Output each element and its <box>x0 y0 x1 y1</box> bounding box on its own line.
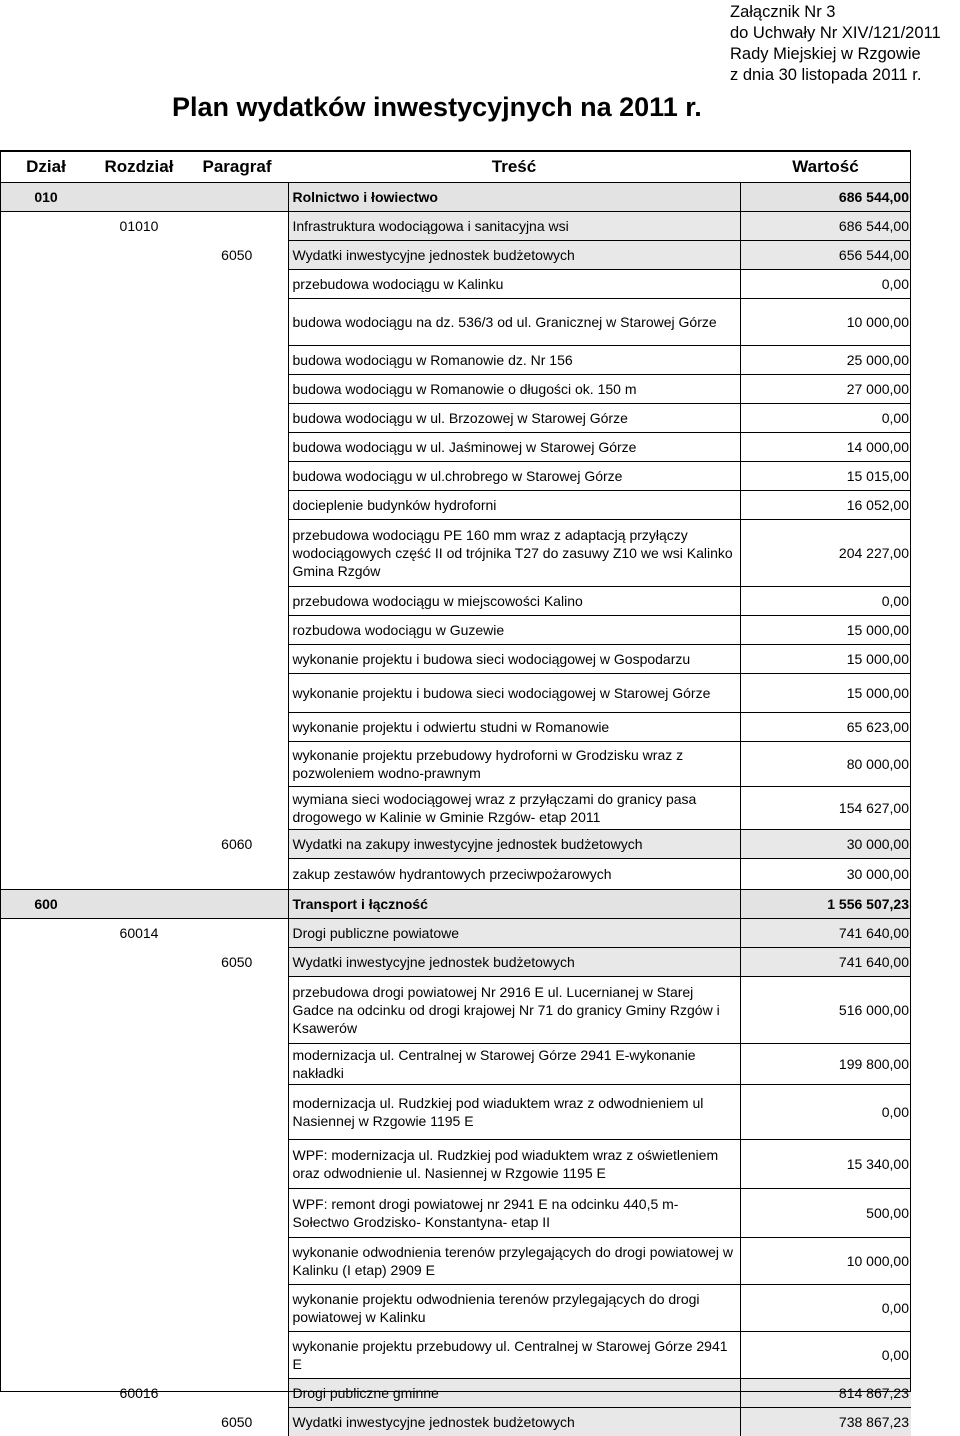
cell-dzial <box>0 299 92 346</box>
table-row <box>0 404 911 433</box>
cell-paragraf <box>186 1044 288 1085</box>
paragraf-row <box>0 948 911 977</box>
cell-dzial <box>0 830 92 859</box>
table-row <box>0 1332 911 1379</box>
cell-paragraf: 6050 <box>186 948 288 977</box>
cell-dzial <box>0 404 92 433</box>
cell-paragraf <box>186 890 288 919</box>
cell-wartosc: 0,00 <box>740 1332 911 1379</box>
table-row <box>0 299 911 346</box>
cell-paragraf <box>186 404 288 433</box>
cell-rozdzial <box>92 1238 186 1285</box>
table-row <box>0 742 911 787</box>
cell-paragraf: 6050 <box>186 241 288 270</box>
header-wartosc: Wartość <box>740 151 911 183</box>
cell-wartosc: 741 640,00 <box>740 919 911 948</box>
cell-tresc: wykonanie projektu przebudowy hydroforni w Grodzisku wraz z pozwoleniem wodno-prawnym <box>288 742 740 787</box>
table-row <box>0 1238 911 1285</box>
cell-tresc: modernizacja ul. Centralnej w Starowej Górze 2941 E-wykonanie nakładki <box>288 1044 740 1085</box>
table-row <box>0 462 911 491</box>
cell-rozdzial: 60014 <box>92 919 186 948</box>
cell-tresc: przebudowa wodociągu w Kalinku <box>288 270 740 299</box>
cell-paragraf <box>186 616 288 645</box>
cell-paragraf <box>186 859 288 890</box>
cell-tresc: Rolnictwo i łowiectwo <box>288 183 740 212</box>
dzial-row <box>0 890 911 919</box>
cell-wartosc: 65 623,00 <box>740 713 911 742</box>
cell-wartosc: 204 227,00 <box>740 520 911 587</box>
cell-wartosc: 80 000,00 <box>740 742 911 787</box>
cell-wartosc: 10 000,00 <box>740 1238 911 1285</box>
cell-dzial <box>0 1238 92 1285</box>
table-row <box>0 616 911 645</box>
cell-wartosc: 14 000,00 <box>740 433 911 462</box>
cell-paragraf <box>186 491 288 520</box>
table-row <box>0 1044 911 1085</box>
cell-wartosc: 15 340,00 <box>740 1140 911 1189</box>
cell-tresc: budowa wodociągu na dz. 536/3 od ul. Granicznej w Starowej Górze <box>288 299 740 346</box>
cell-rozdzial: 60016 <box>92 1379 186 1408</box>
table-row <box>0 491 911 520</box>
cell-rozdzial <box>92 742 186 787</box>
cell-wartosc: 16 052,00 <box>740 491 911 520</box>
page-title: Plan wydatków inwestycyjnych na 2011 r. <box>172 92 702 123</box>
paragraf-row <box>0 830 911 859</box>
cell-rozdzial <box>92 1044 186 1085</box>
cell-dzial <box>0 270 92 299</box>
rozdzial-row <box>0 212 911 241</box>
cell-rozdzial: 01010 <box>92 212 186 241</box>
cell-tresc: budowa wodociągu w ul.chrobrego w Starowej Górze <box>288 462 740 491</box>
cell-dzial: 010 <box>0 183 92 212</box>
cell-rozdzial <box>92 433 186 462</box>
cell-dzial <box>0 674 92 713</box>
cell-rozdzial <box>92 1285 186 1332</box>
cell-tresc: Wydatki inwestycyjne jednostek budżetowych <box>288 241 740 270</box>
cell-tresc: wykonanie projektu odwodnienia terenów przylegających do drogi powiatowej w Kalinku <box>288 1285 740 1332</box>
table-header-row <box>0 151 911 183</box>
cell-dzial: 600 <box>0 890 92 919</box>
cell-dzial <box>0 491 92 520</box>
annex-line: do Uchwały Nr XIV/121/2011 <box>730 23 941 44</box>
cell-paragraf <box>186 1140 288 1189</box>
cell-rozdzial <box>92 346 186 375</box>
cell-tresc: Drogi publiczne powiatowe <box>288 919 740 948</box>
cell-tresc: wykonanie projektu i odwiertu studni w Romanowie <box>288 713 740 742</box>
dzial-row <box>0 183 911 212</box>
table-row <box>0 270 911 299</box>
table-body <box>0 183 911 1436</box>
cell-paragraf: 6050 <box>186 1408 288 1436</box>
cell-dzial <box>0 1379 92 1408</box>
cell-rozdzial <box>92 404 186 433</box>
table-row <box>0 645 911 674</box>
cell-tresc: Transport i łączność <box>288 890 740 919</box>
cell-dzial <box>0 433 92 462</box>
table-row <box>0 375 911 404</box>
cell-rozdzial <box>92 299 186 346</box>
cell-dzial <box>0 713 92 742</box>
table-row <box>0 346 911 375</box>
cell-paragraf <box>186 587 288 616</box>
cell-tresc: docieplenie budynków hydroforni <box>288 491 740 520</box>
paragraf-row <box>0 241 911 270</box>
cell-wartosc: 686 544,00 <box>740 212 911 241</box>
cell-wartosc: 0,00 <box>740 270 911 299</box>
cell-dzial <box>0 616 92 645</box>
cell-paragraf <box>186 1285 288 1332</box>
cell-tresc: przebudowa wodociągu w miejscowości Kalino <box>288 587 740 616</box>
cell-tresc: przebudowa drogi powiatowej Nr 2916 E ul. Lucernianej w Starej Gadce na odcinku od drogi krajowej Nr 71 do granicy Gminy Rzgów i Ksawerów <box>288 977 740 1044</box>
cell-rozdzial <box>92 830 186 859</box>
cell-wartosc: 0,00 <box>740 404 911 433</box>
cell-dzial <box>0 212 92 241</box>
cell-dzial <box>0 375 92 404</box>
cell-paragraf <box>186 742 288 787</box>
header-paragraf: Paragraf <box>186 151 288 183</box>
cell-paragraf <box>186 1238 288 1285</box>
annex-line: Rady Miejskiej w Rzgowie <box>730 44 941 65</box>
cell-wartosc: 516 000,00 <box>740 977 911 1044</box>
cell-tresc: Wydatki inwestycyjne jednostek budżetowych <box>288 1408 740 1436</box>
cell-wartosc: 154 627,00 <box>740 787 911 830</box>
cell-wartosc: 15 000,00 <box>740 616 911 645</box>
cell-rozdzial <box>92 1140 186 1189</box>
cell-paragraf <box>186 299 288 346</box>
cell-paragraf <box>186 270 288 299</box>
cell-wartosc: 25 000,00 <box>740 346 911 375</box>
expenditure-table <box>0 150 911 1436</box>
cell-wartosc: 15 015,00 <box>740 462 911 491</box>
cell-paragraf <box>186 1085 288 1140</box>
table-row <box>0 977 911 1044</box>
cell-tresc: Wydatki inwestycyjne jednostek budżetowych <box>288 948 740 977</box>
cell-tresc: Drogi publiczne gminne <box>288 1379 740 1408</box>
cell-tresc: wymiana sieci wodociągowej wraz z przyłączami do granicy pasa drogowego w Kalinie w Gminie Rzgów- etap 2011 <box>288 787 740 830</box>
cell-tresc: WPF: remont drogi powiatowej nr 2941 E na odcinku 440,5 m- Sołectwo Grodzisko- Konstantyna- etap II <box>288 1189 740 1238</box>
cell-tresc: wykonanie projektu i budowa sieci wodociągowej w Starowej Górze <box>288 674 740 713</box>
cell-rozdzial <box>92 890 186 919</box>
cell-paragraf <box>186 977 288 1044</box>
cell-dzial <box>0 977 92 1044</box>
cell-rozdzial <box>92 183 186 212</box>
cell-rozdzial <box>92 616 186 645</box>
cell-rozdzial <box>92 1408 186 1436</box>
cell-paragraf: 6060 <box>186 830 288 859</box>
cell-rozdzial <box>92 520 186 587</box>
cell-rozdzial <box>92 270 186 299</box>
cell-wartosc: 0,00 <box>740 1285 911 1332</box>
cell-paragraf <box>186 645 288 674</box>
cell-tresc: Infrastruktura wodociągowa i sanitacyjna wsi <box>288 212 740 241</box>
cell-dzial <box>0 346 92 375</box>
cell-dzial <box>0 742 92 787</box>
table-row <box>0 587 911 616</box>
rozdzial-row <box>0 1379 911 1408</box>
cell-paragraf <box>186 674 288 713</box>
cell-tresc: zakup zestawów hydrantowych przeciwpożarowych <box>288 859 740 890</box>
cell-rozdzial <box>92 1189 186 1238</box>
cell-paragraf <box>186 1379 288 1408</box>
cell-tresc: budowa wodociągu w ul. Jaśminowej w Starowej Górze <box>288 433 740 462</box>
cell-wartosc: 15 000,00 <box>740 674 911 713</box>
cell-tresc: Wydatki na zakupy inwestycyjne jednostek budżetowych <box>288 830 740 859</box>
cell-tresc: WPF: modernizacja ul. Rudzkiej pod wiaduktem wraz z oświetleniem oraz odwodnienie ul. Nasiennej w Rzgowie 1195 E <box>288 1140 740 1189</box>
cell-dzial <box>0 241 92 270</box>
cell-dzial <box>0 645 92 674</box>
cell-dzial <box>0 1408 92 1436</box>
cell-wartosc: 30 000,00 <box>740 859 911 890</box>
cell-paragraf <box>186 462 288 491</box>
table-row <box>0 1140 911 1189</box>
cell-rozdzial <box>92 948 186 977</box>
cell-tresc: modernizacja ul. Rudzkiej pod wiaduktem wraz z odwodnieniem ul Nasiennej w Rzgowie 1195 E <box>288 1085 740 1140</box>
table-row <box>0 859 911 890</box>
cell-paragraf <box>186 787 288 830</box>
cell-tresc: wykonanie projektu i budowa sieci wodociągowej w Gospodarzu <box>288 645 740 674</box>
table-row <box>0 1189 911 1238</box>
cell-rozdzial <box>92 674 186 713</box>
cell-dzial <box>0 859 92 890</box>
annex-line: Załącznik Nr 3 <box>730 2 941 23</box>
header-rozdzial: Rozdział <box>92 151 186 183</box>
cell-paragraf <box>186 520 288 587</box>
table-row <box>0 713 911 742</box>
cell-rozdzial <box>92 462 186 491</box>
cell-tresc: rozbudowa wodociągu w Guzewie <box>288 616 740 645</box>
cell-paragraf <box>186 713 288 742</box>
cell-rozdzial <box>92 241 186 270</box>
cell-paragraf <box>186 433 288 462</box>
cell-wartosc: 0,00 <box>740 587 911 616</box>
cell-tresc: wykonanie projektu przebudowy ul. Centralnej w Starowej Górze 2941 E <box>288 1332 740 1379</box>
annex-line: z dnia 30 listopada 2011 r. <box>730 65 941 86</box>
cell-paragraf <box>186 212 288 241</box>
cell-wartosc: 738 867,23 <box>740 1408 911 1436</box>
cell-paragraf <box>186 1332 288 1379</box>
cell-paragraf <box>186 346 288 375</box>
cell-rozdzial <box>92 787 186 830</box>
cell-wartosc: 741 640,00 <box>740 948 911 977</box>
table-row <box>0 1285 911 1332</box>
cell-wartosc: 199 800,00 <box>740 1044 911 1085</box>
cell-paragraf <box>186 919 288 948</box>
table-row <box>0 787 911 830</box>
cell-paragraf <box>186 1189 288 1238</box>
cell-rozdzial <box>92 977 186 1044</box>
cell-tresc: budowa wodociągu w Romanowie dz. Nr 156 <box>288 346 740 375</box>
table-row <box>0 1085 911 1140</box>
rozdzial-row <box>0 919 911 948</box>
cell-wartosc: 814 867,23 <box>740 1379 911 1408</box>
cell-dzial <box>0 462 92 491</box>
cell-dzial <box>0 1140 92 1189</box>
cell-dzial <box>0 520 92 587</box>
table-row <box>0 433 911 462</box>
cell-wartosc: 30 000,00 <box>740 830 911 859</box>
cell-tresc: budowa wodociągu w Romanowie o długości ok. 150 m <box>288 375 740 404</box>
paragraf-row <box>0 1408 911 1436</box>
annex-note <box>730 2 941 86</box>
cell-wartosc: 500,00 <box>740 1189 911 1238</box>
cell-rozdzial <box>92 645 186 674</box>
cell-dzial <box>0 948 92 977</box>
cell-rozdzial <box>92 587 186 616</box>
cell-wartosc: 656 544,00 <box>740 241 911 270</box>
cell-dzial <box>0 1085 92 1140</box>
cell-wartosc: 27 000,00 <box>740 375 911 404</box>
header-dzial: Dział <box>0 151 92 183</box>
cell-tresc: budowa wodociągu w ul. Brzozowej w Starowej Górze <box>288 404 740 433</box>
cell-wartosc: 1 556 507,23 <box>740 890 911 919</box>
cell-rozdzial <box>92 859 186 890</box>
cell-tresc: wykonanie odwodnienia terenów przylegających do drogi powiatowej w Kalinku (I etap) 2909 E <box>288 1238 740 1285</box>
cell-tresc: przebudowa wodociągu PE 160 mm wraz z adaptacją przyłączy wodociągowych część II od trójnika T27 do zasuwy Z10 we wsi Kalinko Gmina Rzgów <box>288 520 740 587</box>
cell-rozdzial <box>92 713 186 742</box>
cell-wartosc: 686 544,00 <box>740 183 911 212</box>
cell-wartosc: 10 000,00 <box>740 299 911 346</box>
cell-dzial <box>0 1044 92 1085</box>
cell-dzial <box>0 787 92 830</box>
table-row <box>0 520 911 587</box>
cell-wartosc: 0,00 <box>740 1085 911 1140</box>
cell-dzial <box>0 587 92 616</box>
cell-paragraf <box>186 375 288 404</box>
header-tresc: Treść <box>288 151 740 183</box>
cell-dzial <box>0 1285 92 1332</box>
cell-dzial <box>0 1332 92 1379</box>
cell-dzial <box>0 919 92 948</box>
cell-dzial <box>0 1189 92 1238</box>
cell-wartosc: 15 000,00 <box>740 645 911 674</box>
table-row <box>0 674 911 713</box>
cell-rozdzial <box>92 375 186 404</box>
cell-rozdzial <box>92 1085 186 1140</box>
cell-paragraf <box>186 183 288 212</box>
cell-rozdzial <box>92 1332 186 1379</box>
cell-rozdzial <box>92 491 186 520</box>
